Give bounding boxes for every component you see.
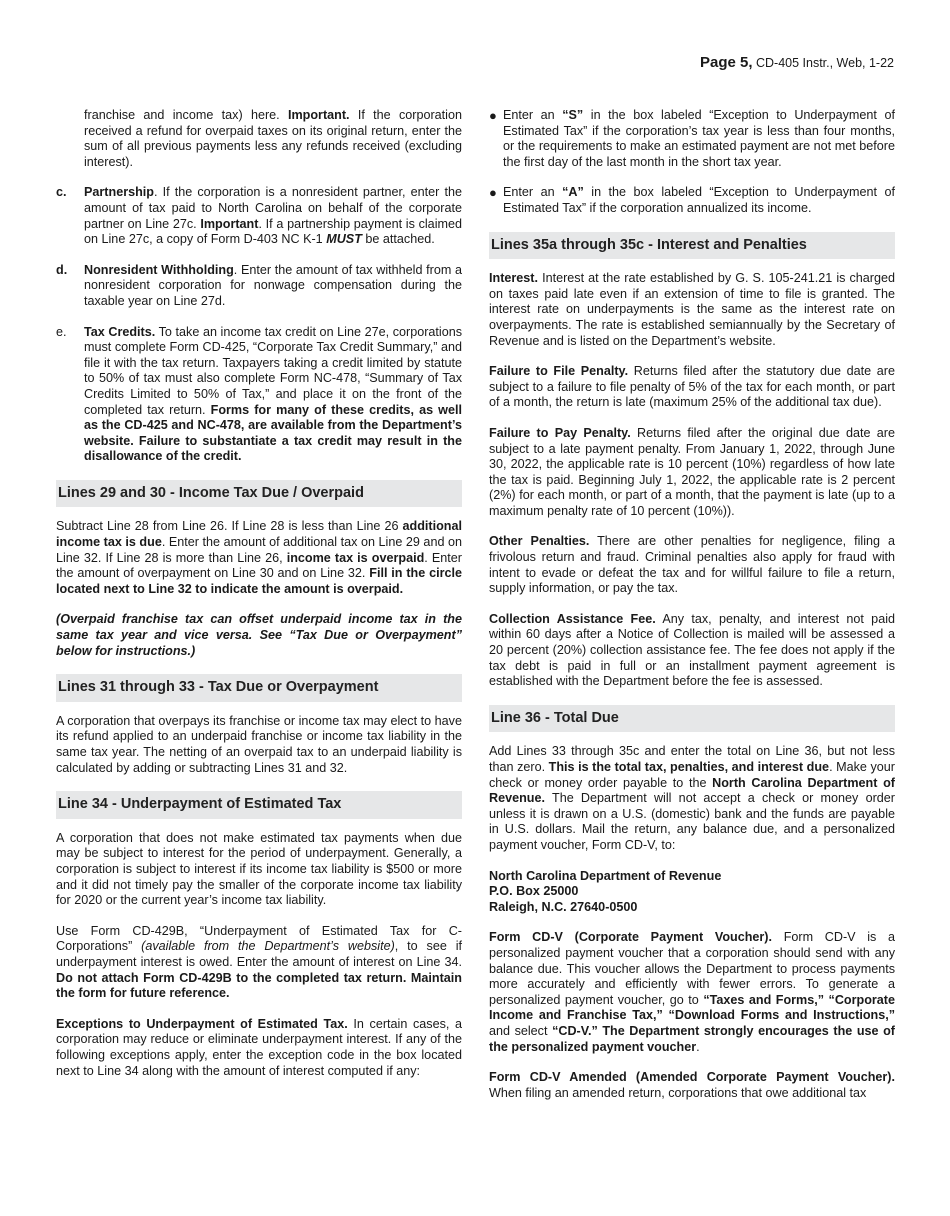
failure-to-file-paragraph: Failure to File Penalty. Returns filed after the statutory due date are subject to a failure to file penalty of 5% of the tax for each month, or part of a month, the return is late (maximum 25% of the additional tax due). xyxy=(489,364,896,410)
collection-fee-paragraph: Collection Assistance Fee. Any tax, penalty, and interest not paid within 60 days after a Notice of Collection is mailed will be assessed a 20 percent (20%) collection assistance fee. The fee does not apply if the tax debt is paid in full or an installment payment agreement is established with the Department before the fee is assessed. xyxy=(489,611,895,689)
overpaid-note: (Overpaid franchise tax can offset underpaid income tax in the same tax year and vice versa. See “Tax Due or Overpayment” below for instructions.) xyxy=(56,612,462,658)
line-34-paragraph-2: Use Form CD-429B, “Underpayment of Estimated Tax for C-Corporations” (available from the Department’s website), to see if underpayment interest is owed. Enter the amount of interest on Line 34. Do not attach Form CD-429B to the completed tax return. Maintain the form for future reference. xyxy=(56,923,462,1001)
interest-paragraph: Interest. Interest at the rate established by G. S. 105-241.21 is charged on taxes paid late even if an extension of time to file is granted. The interest rate on underpayments is the same as the interest rate on overpayments. The rate is established semiannually by the Secretary of Revenue and is listed on the Department’s website. xyxy=(489,271,895,348)
section-heading-line-36: Line 36 - Total Due xyxy=(489,705,895,733)
page-number: Page 5, xyxy=(699,54,753,71)
other-penalties-paragraph: Other Penalties. There are other penalties for negligence, filing a frivolous return and fraud. Criminal penalties also apply for fraud with intent to evade or defeat the tax and for willful failure to file a return, supply information, or pay the tax. xyxy=(489,534,895,596)
bullet-icon: ● xyxy=(489,108,497,123)
section-heading-lines-35: Lines 35a through 35c - Interest and Penalties xyxy=(489,232,895,260)
item-d-nonresident-withholding: d. Nonresident Withholding. Enter the amount of tax withheld from a nonresident corporation for nonwage compensation during the taxable year on Line 27d. xyxy=(56,262,462,308)
bullet-exception-s: ● Enter an “S” in the box labeled “Exception to Underpayment of Estimated Tax” if the corporation’s tax year is less than four months, or the requirements to make an estimated payment are not met before the first day of the last month in the short tax year. xyxy=(489,108,895,169)
page-header xyxy=(700,54,894,71)
line-36-paragraph: Add Lines 33 through 35c and enter the total on Line 36, but not less than zero. This is the total tax, penalties, and interest due. Make your check or money order payable to the North Carolina Department of Revenue. The Department will not accept a check or money order unless it is drawn on a U.S. (domestic) bank and the funds are payable in U.S. dollars. Mail the return, any balance due, and a personalized payment voucher, Form CD-V, to: xyxy=(489,744,895,852)
form-id: CD-405 Instr., Web, 1-22 xyxy=(752,56,894,70)
form-cdv-amended-paragraph: Form CD-V Amended (Amended Corporate Payment Voucher). When filing an amended return, corporations that owe additional tax xyxy=(489,1070,895,1100)
failure-to-pay-paragraph: Failure to Pay Penalty. Returns filed after the original due date are subject to a late payment penalty. From January 1, 2022, through June 30, 2022, the applicable rate is 10 percent (10%) regardless of how late the tax is paid. Beginning July 1, 2022, the applicable rate is 2 percent (2%) for each month, or part of a month, that the payment is late (up to a maximum penalty rate of 10 percent (10%)). xyxy=(489,425,895,518)
left-column xyxy=(56,108,462,1079)
section-heading-lines-29-30: Lines 29 and 30 - Income Tax Due / Overpaid xyxy=(56,480,462,508)
line-34-paragraph-1: A corporation that does not make estimated tax payments when due may be subject to interest for the period of underpayment. Generally, a corporation is subject to interest if its income tax liability is $500 or more and it did not timely pay the smaller of the corporate income tax liability for 2020 or the current year’s income tax liability. xyxy=(56,830,462,908)
section-heading-lines-31-33: Lines 31 through 33 - Tax Due or Overpayment xyxy=(56,674,462,702)
section-heading-line-34: Line 34 - Underpayment of Estimated Tax xyxy=(56,791,462,819)
right-column xyxy=(489,108,895,1101)
mailing-address: North Carolina Department of Revenue P.O. Box 25000 Raleigh, N.C. 27640-0500 xyxy=(489,868,722,914)
item-c-partnership: c. Partnership. If the corporation is a nonresident partner, enter the amount of tax paid to North Carolina on behalf of the corporate partner on Line 27c. Important. If a partnership payment is claimed on Line 27c, a copy of Form D-403 NC K-1 MUST be attached. xyxy=(56,185,462,247)
item-e-tax-credits: e. Tax Credits. To take an income tax credit on Line 27e, corporations must complete Form CD-425, “Corporate Tax Credit Summary,” and file it with the tax return. Taxpayers taking a credit limited by statute to 50% of tax must also complete Form NC-478, “Summary of Tax Credits Limited to 50% of Tax,” and place it on the front of the completed tax return. Forms for many of these credits, as well as the CD-425 and NC-478, are available from the Department’s website. Failure to substantiate a tax credit may result in the disallowance of the credit. xyxy=(56,324,463,464)
bullet-icon: ● xyxy=(489,185,497,201)
bullet-exception-a: ● Enter an “A” in the box labeled “Exception to Underpayment of Estimated Tax” if the corporation annualized its income. xyxy=(489,185,895,215)
continued-paragraph: franchise and income tax) here. Important. If the corporation received a refund for overpaid taxes on its original return, enter the sum of all previous payments less any refunds received (excluding interest). xyxy=(84,108,462,169)
lines-29-30-paragraph: Subtract Line 28 from Line 26. If Line 28 is less than Line 26 additional income tax is due. Enter the amount of additional tax on Line 29 and on Line 32. If Line 28 is more than Line 26, income tax is overpaid. Enter the amount of overpayment on Line 30 and on Line 32. Fill in the circle located next to Line 32 to indicate the amount is overpaid. xyxy=(56,519,462,596)
form-cdv-paragraph: Form CD-V (Corporate Payment Voucher). Form CD-V is a personalized payment voucher that a corporation should send with any balance due. This voucher allows the Department to process payments more accurately and efficiently with fewer errors. To generate a personalized payment voucher, go to “Taxes and Forms,” “Corporate Income and Franchise Tax,” “Download Forms and Instructions,” and select “CD-V.” The Department strongly encourages the use of the personalized payment voucher. xyxy=(489,930,896,1054)
lines-31-33-paragraph: A corporation that overpays its franchise or income tax may elect to have its refund applied to an underpaid franchise or income tax liability in the same tax year. The netting of an overpaid tax to an underpaid liability is calculated by adding or subtracting Lines 31 and 32. xyxy=(56,713,462,775)
exceptions-paragraph: Exceptions to Underpayment of Estimated Tax. In certain cases, a corporation may reduce or eliminate underpayment interest. If any of the following exceptions apply, enter the exception code in the box located next to Line 34 along with the amount of interest computed if any: xyxy=(56,1016,463,1078)
